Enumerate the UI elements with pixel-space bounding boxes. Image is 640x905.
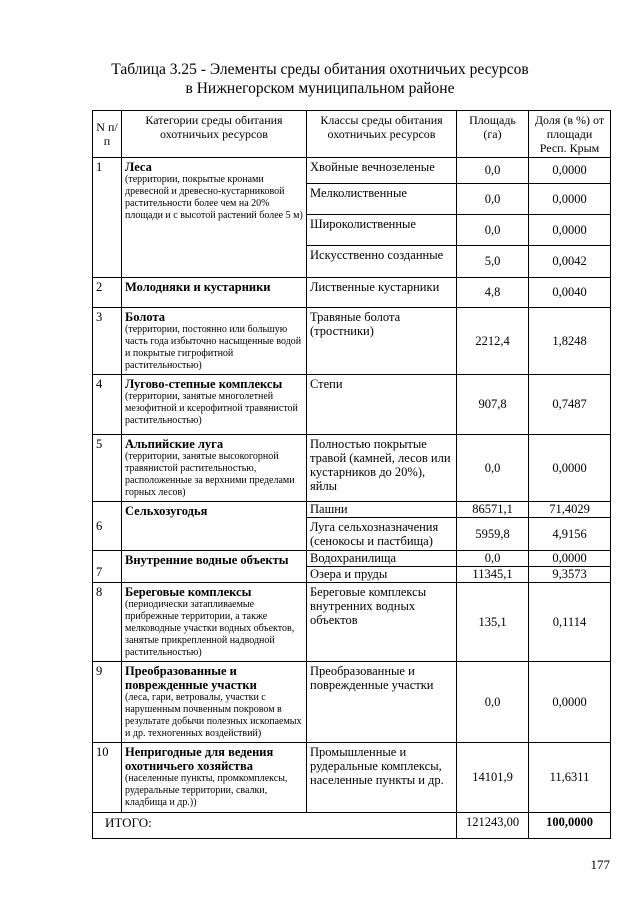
row-class: Полностью покрытые травой (камней, лесов или кустарников до 20%), яйлы bbox=[307, 435, 457, 502]
category-description: (территории, покрытые кронами древесной и древесно-кустарниковой растительности более чем на 20% площади и с высотой растений более 5 м) bbox=[125, 174, 303, 221]
row-class: Лиственные кустарники bbox=[307, 278, 457, 308]
total-label: ИТОГО: bbox=[93, 813, 457, 839]
row-share: 1,8248 bbox=[529, 308, 611, 375]
row-num: 4 bbox=[93, 375, 122, 435]
header-area: Площадь (га) bbox=[457, 111, 529, 158]
category-title: Болота bbox=[125, 310, 165, 324]
row-num: 5 bbox=[93, 435, 122, 502]
row-share: 0,0000 bbox=[529, 551, 611, 567]
row-share: 0,0042 bbox=[529, 246, 611, 278]
row-class: Береговые комплексы внутренних водных объектов bbox=[307, 583, 457, 662]
category-title: Преобразованные и поврежденные участки bbox=[125, 664, 257, 692]
row-num: 10 bbox=[93, 743, 122, 813]
row-class: Водохранилища bbox=[307, 551, 457, 567]
row-category bbox=[122, 435, 307, 502]
row-class: Травяные болота (тростники) bbox=[307, 308, 457, 375]
category-description: (территории, занятые многолетней мезофитной и ксерофитной травянистой растительностью) bbox=[125, 391, 298, 426]
title-line-2: в Нижнегорском муниципальном районе bbox=[185, 80, 455, 97]
header-category: Категории среды обитания охотничьих ресурсов bbox=[122, 111, 307, 158]
row-category bbox=[122, 278, 307, 308]
header-row bbox=[93, 111, 611, 158]
row-num: 8 bbox=[93, 583, 122, 662]
row-category bbox=[122, 551, 307, 583]
total-share: 100,0000 bbox=[529, 813, 611, 839]
row-share: 11,6311 bbox=[529, 743, 611, 813]
row-num: 7 bbox=[93, 551, 122, 583]
row-area: 0,0 bbox=[457, 662, 529, 743]
row-share: 71,4029 bbox=[529, 502, 611, 518]
row-category bbox=[122, 308, 307, 375]
row-category bbox=[122, 502, 307, 551]
page-number: 177 bbox=[590, 857, 610, 872]
category-title: Внутренние водные объекты bbox=[125, 553, 289, 567]
row-share: 4,9156 bbox=[529, 518, 611, 551]
row-class: Озера и пруды bbox=[307, 567, 457, 583]
row-area: 0,0 bbox=[457, 215, 529, 246]
total-row bbox=[93, 813, 611, 839]
category-title: Непригодные для ведения охотничьего хозяйства bbox=[125, 745, 274, 773]
row-share: 0,0000 bbox=[529, 662, 611, 743]
row-category bbox=[122, 743, 307, 813]
row-num: 3 bbox=[93, 308, 122, 375]
row-num: 2 bbox=[93, 278, 122, 308]
row-share: 9,3573 bbox=[529, 567, 611, 583]
category-title: Береговые комплексы bbox=[125, 585, 252, 599]
row-area: 4,8 bbox=[457, 278, 529, 308]
table-row bbox=[93, 551, 611, 567]
row-category bbox=[122, 375, 307, 435]
row-share: 0,0000 bbox=[529, 184, 611, 215]
category-description: (территории, постоянно или большую часть года избыточно насыщенные водой и покрытые гигрофитной растительностью) bbox=[125, 324, 302, 371]
table-row bbox=[93, 502, 611, 518]
category-description: (периодически затапливаемые прибрежные территории, а также мелководные участки водных объектов, занятые прикрепленной надводной растительностью) bbox=[125, 599, 295, 658]
category-title: Альпийские луга bbox=[125, 437, 224, 451]
row-area: 0,0 bbox=[457, 551, 529, 567]
table-row bbox=[93, 308, 611, 375]
row-share: 0,7487 bbox=[529, 375, 611, 435]
category-description: (территории, занятые высокогорной травянистой растительностью, расположенные за верхними пределами горных лесов) bbox=[125, 451, 295, 498]
row-class: Мелколиственные bbox=[307, 184, 457, 215]
row-class: Луга сельхозназначения (сенокосы и пастбища) bbox=[307, 518, 457, 551]
row-share: 0,1114 bbox=[529, 583, 611, 662]
row-area: 0,0 bbox=[457, 184, 529, 215]
table-row bbox=[93, 158, 611, 184]
row-area: 5,0 bbox=[457, 246, 529, 278]
row-area: 0,0 bbox=[457, 435, 529, 502]
total-area: 121243,00 bbox=[457, 813, 529, 839]
header-num: N п/п bbox=[93, 111, 122, 158]
row-area: 907,8 bbox=[457, 375, 529, 435]
row-category bbox=[122, 583, 307, 662]
row-area: 14101,9 bbox=[457, 743, 529, 813]
row-class: Искусственно созданные bbox=[307, 246, 457, 278]
row-class: Преобразованные и поврежденные участки bbox=[307, 662, 457, 743]
row-class: Степи bbox=[307, 375, 457, 435]
row-area: 0,0 bbox=[457, 158, 529, 184]
row-class: Широколиственные bbox=[307, 215, 457, 246]
table-row bbox=[93, 662, 611, 743]
row-num: 6 bbox=[93, 502, 122, 551]
category-title: Леса bbox=[125, 160, 152, 174]
row-share: 0,0000 bbox=[529, 158, 611, 184]
category-description: (населенные пункты, промкомплексы, рудеральные территории, свалки, кладбища и др.)) bbox=[125, 773, 288, 808]
row-class: Хвойные вечнозеленые bbox=[307, 158, 457, 184]
table-row bbox=[93, 583, 611, 662]
category-title: Молодняки и кустарники bbox=[125, 280, 271, 294]
header-class: Классы среды обитания охотничьих ресурсов bbox=[307, 111, 457, 158]
row-area: 11345,1 bbox=[457, 567, 529, 583]
row-area: 5959,8 bbox=[457, 518, 529, 551]
row-share: 0,0000 bbox=[529, 215, 611, 246]
title-line-1: Таблица 3.25 - Элементы среды обитания охотничьих ресурсов bbox=[111, 61, 529, 78]
category-description: (леса, гари, ветровалы, участки с нарушенным почвенным покровом в результате добычи полезных ископаемых и др. техногенных воздействий) bbox=[125, 692, 302, 739]
row-category bbox=[122, 662, 307, 743]
row-area: 86571,1 bbox=[457, 502, 529, 518]
row-area: 135,1 bbox=[457, 583, 529, 662]
category-title: Лугово-степные комплексы bbox=[125, 377, 283, 391]
category-title: Сельхозугодья bbox=[125, 504, 208, 518]
row-category bbox=[122, 158, 307, 278]
row-class: Пашни bbox=[307, 502, 457, 518]
row-share: 0,0040 bbox=[529, 278, 611, 308]
row-num: 1 bbox=[93, 158, 122, 278]
table-title bbox=[0, 60, 640, 98]
row-area: 2212,4 bbox=[457, 308, 529, 375]
row-class: Промышленные и рудеральные комплексы, населенные пункты и др. bbox=[307, 743, 457, 813]
table-row bbox=[93, 278, 611, 308]
header-share: Доля (в %) от площади Респ. Крым bbox=[529, 111, 611, 158]
table-row bbox=[93, 435, 611, 502]
habitat-table bbox=[92, 110, 611, 839]
row-share: 0,0000 bbox=[529, 435, 611, 502]
table-row bbox=[93, 375, 611, 435]
row-num: 9 bbox=[93, 662, 122, 743]
table-row bbox=[93, 743, 611, 813]
